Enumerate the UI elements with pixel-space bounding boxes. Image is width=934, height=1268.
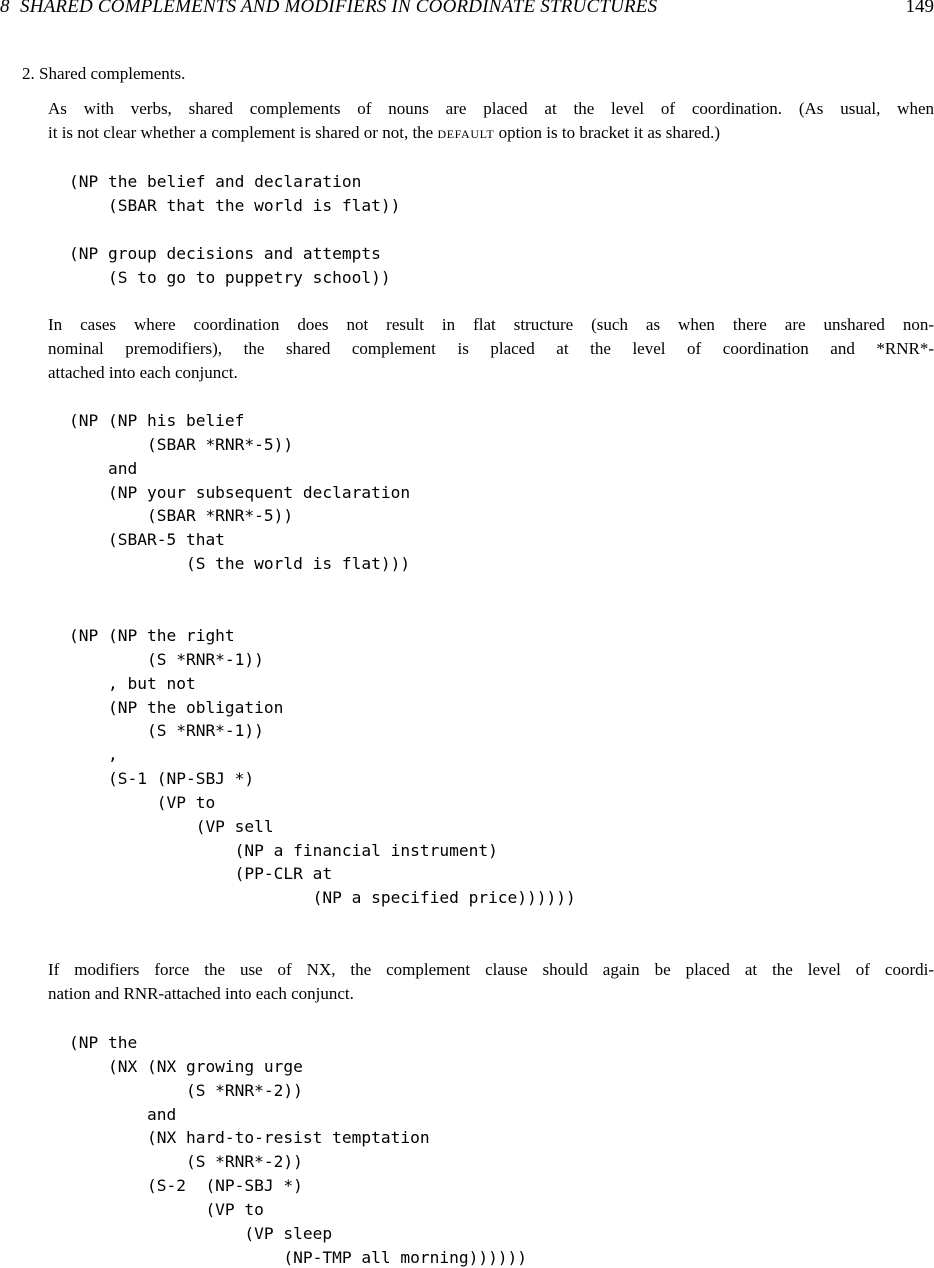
code-example-5: (NP the (NX (NX growing urge (S *RNR*-2)) and (NX hard-to-resist temptation (S *RNR*-2)) (S-2 (NP-SBJ *) (VP to (VP sleep (NP-TMP all morning)))))) <box>69 1033 528 1267</box>
section-heading: 2. Shared complements. <box>22 64 186 83</box>
paragraph-unshared-premodifiers <box>48 313 934 385</box>
paragraph-line: As with verbs, shared complements of nouns are placed at the level of coordination. (As usual, when <box>48 99 934 118</box>
default-keyword: default <box>437 123 495 142</box>
code-example-1: (NP the belief and declaration (SBAR that the world is flat)) <box>69 172 401 215</box>
chapter-title: SHARED COMPLEMENTS AND MODIFIERS IN COORDINATE STRUCTURES <box>20 0 658 17</box>
running-header <box>0 0 934 22</box>
paragraph-line <box>48 121 934 145</box>
text-run: option is to bracket it as shared.) <box>494 123 721 142</box>
chapter-number: 8 <box>0 0 10 17</box>
paragraph-nx-modifiers <box>48 958 934 1006</box>
paragraph-line: nominal premodifiers), the shared complement is placed at the level of coordination and *RNR*- <box>48 339 934 358</box>
code-example-4: (NP (NP the right (S *RNR*-1)) , but not (NP the obligation (S *RNR*-1)) , (S-1 (NP-SBJ *) (VP to (VP sell (NP a financial instrument) (PP-CLR at (NP a specified price)))))) <box>69 626 576 908</box>
paragraph-line: If modifiers force the use of NX, the complement clause should again be placed at the level of coordi- <box>48 960 934 979</box>
paragraph-line: nation and RNR-attached into each conjunct. <box>48 984 354 1003</box>
paragraph-line: attached into each conjunct. <box>48 363 238 382</box>
code-example-3: (NP (NP his belief (SBAR *RNR*-5)) and (NP your subsequent declaration (SBAR *RNR*-5)) (SBAR-5 that (S the world is flat))) <box>69 411 411 574</box>
text-run: it is not clear whether a complement is shared or not, the <box>48 123 438 142</box>
page-number: 149 <box>905 0 934 17</box>
code-example-2: (NP group decisions and attempts (S to go to puppetry school)) <box>69 244 391 287</box>
paragraph-shared-complements-intro <box>48 97 934 145</box>
paragraph-line: In cases where coordination does not result in flat structure (such as when there are unshared non- <box>48 315 934 334</box>
